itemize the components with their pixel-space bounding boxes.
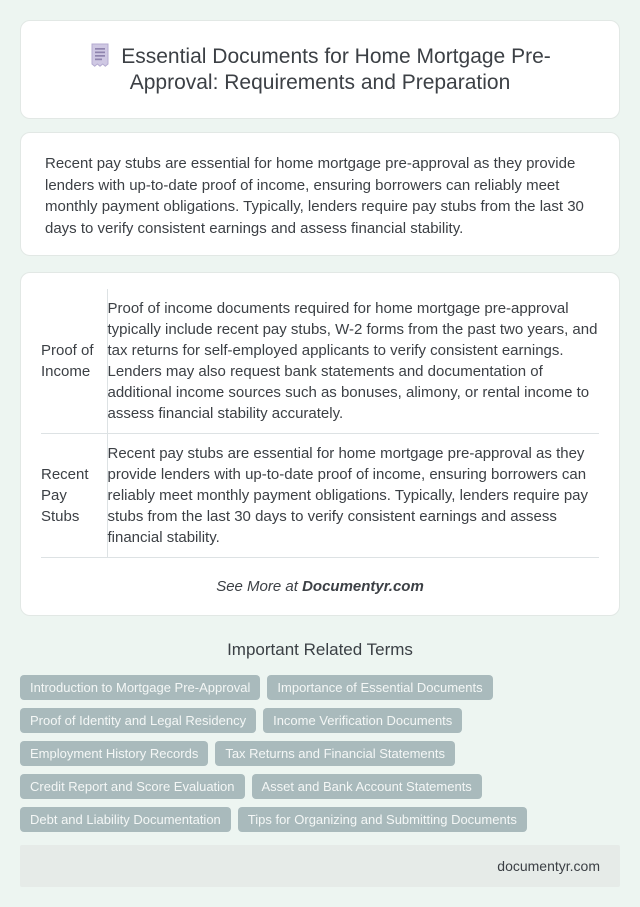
- related-term-tag[interactable]: Proof of Identity and Legal Residency: [20, 708, 256, 733]
- footer-site-label: documentyr.com: [497, 858, 600, 874]
- term-cell: Recent Pay Stubs: [41, 434, 107, 558]
- related-term-tag[interactable]: Employment History Records: [20, 741, 208, 766]
- definitions-table: [41, 289, 599, 558]
- related-term-tag[interactable]: Debt and Liability Documentation: [20, 807, 231, 832]
- related-term-tag[interactable]: Credit Report and Score Evaluation: [20, 774, 245, 799]
- definition-cell: Recent pay stubs are essential for home mortgage pre-approval as they provide lenders with up-to-date proof of income, ensuring borrowers can reliably meet monthly payment obligations. Typically, lenders require pay stubs from the last 30 days to verify consistent earnings and assess financial stability.: [107, 434, 599, 558]
- related-term-tag[interactable]: Introduction to Mortgage Pre-Approval: [20, 675, 260, 700]
- related-terms-tags: [20, 675, 620, 832]
- table-row: [41, 434, 599, 558]
- definitions-table-body: [41, 289, 599, 558]
- related-term-tag[interactable]: Importance of Essential Documents: [267, 675, 492, 700]
- related-term-tag[interactable]: Tips for Organizing and Submitting Documents: [238, 807, 527, 832]
- summary-card: [20, 132, 620, 256]
- related-term-tag[interactable]: Income Verification Documents: [263, 708, 462, 733]
- related-terms-heading: Important Related Terms: [227, 640, 413, 659]
- definition-cell: Proof of income documents required for home mortgage pre-approval typically include recent pay stubs, W-2 forms from the past two years, and tax returns for self-employed applicants to verify consistent earnings. Lenders may also request bank statements and documentation of additional income sources such as bonuses, alimony, or rental income to assess financial stability accurately.: [107, 289, 599, 434]
- term-cell: Proof of Income: [41, 289, 107, 434]
- title-card: [20, 20, 620, 119]
- summary-text: Recent pay stubs are essential for home mortgage pre-approval as they provide lenders with up-to-date proof of income, ensuring borrowers can reliably meet monthly payment obligations. Typically, lenders require pay stubs from the last 30 days to verify consistent earnings and assess financial stability.: [45, 155, 584, 237]
- related-term-tag[interactable]: Tax Returns and Financial Statements: [215, 741, 455, 766]
- receipt-icon: [89, 43, 111, 67]
- see-more-brand-link[interactable]: Documentyr.com: [302, 578, 424, 595]
- definitions-card: [20, 272, 620, 616]
- table-row: [41, 289, 599, 434]
- see-more-line: [41, 578, 599, 595]
- footer-bar: [20, 845, 620, 887]
- related-term-tag[interactable]: Asset and Bank Account Statements: [252, 774, 482, 799]
- page-title: Essential Documents for Home Mortgage Pre-Approval: Requirements and Preparation: [121, 45, 551, 94]
- see-more-prefix: See More at: [216, 578, 303, 595]
